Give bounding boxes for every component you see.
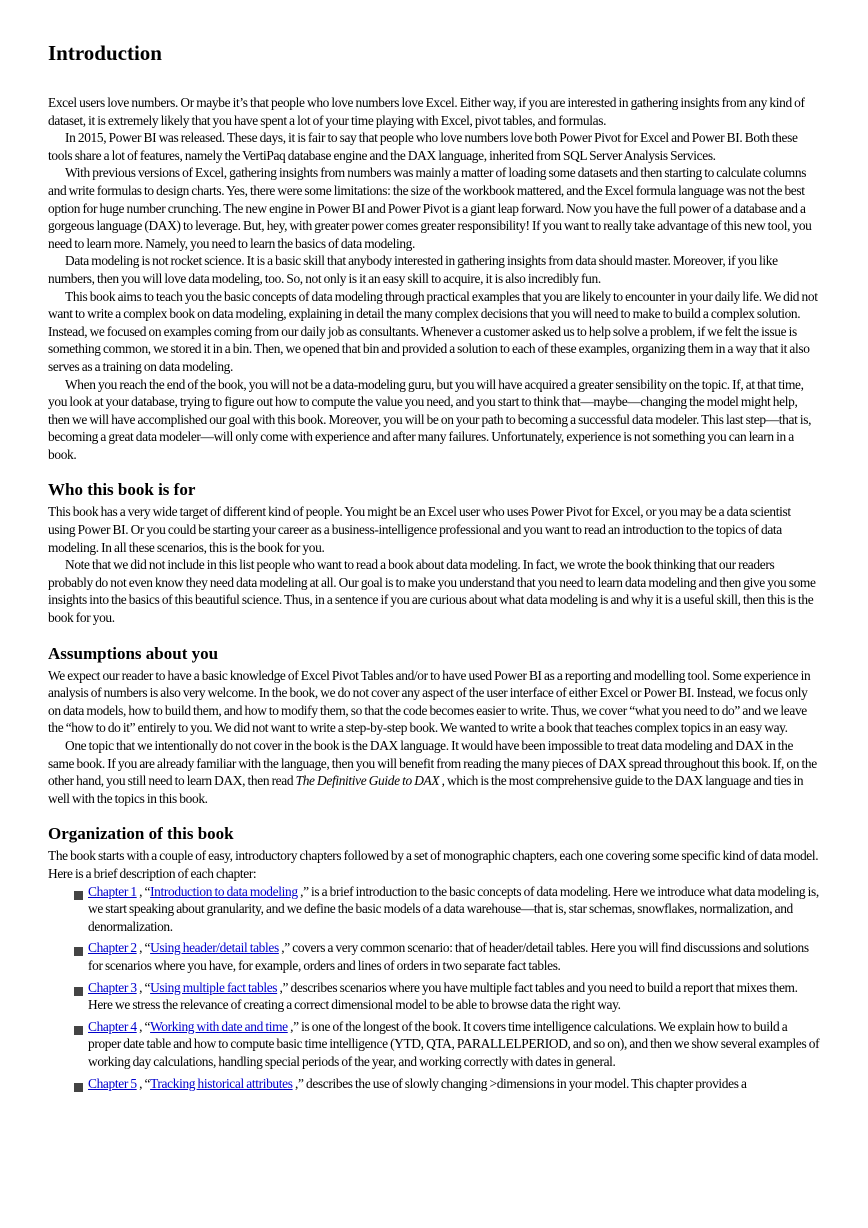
section-heading-organization: Organization of this book	[48, 824, 234, 844]
chapter-description: ,” is one of the longest of the book. It covers time intelligence calculations. We explain how to build a proper date table and how to compute basic time intelligence (YTD, QTA, PARALLELPERIOD, and so on), and then we show several examples of working day calculations, handling special periods of the year, and working correctly with dates in general.	[88, 1018, 820, 1069]
list-item: Chapter 2 , “Using header/detail tables ,” covers a very common scenario: that of header/detail tables. Here you will find discussions and solutions for scenarios where you have, for example, orders and lines of orders in two separate fact tables.	[74, 939, 820, 974]
chapter-description: ,” describes scenarios where you have multiple fact tables and you need to build a report that mixes them. Here we stress the relevance of creating a correct dimensional model to be able to browse data the right way.	[88, 979, 798, 1013]
organization-intro: The book starts with a couple of easy, introductory chapters followed by a set of monographic chapters, each one covering some specific kind of data model. Here is a brief description of each chapter:	[48, 848, 819, 881]
square-bullet-icon	[74, 947, 83, 956]
assumptions-paragraph-1: We expect our reader to have a basic knowledge of Excel Pivot Tables and/or to have used Power BI as a reporting and modelling tool. Some experience in analysis of numbers is also very welcome. In the book, we do not cover any aspect of the user interface of either Excel or Power BI. Instead, we focus only on data models, how to build them, and how to modify them, so that the code becomes easier to write. Thus, we cover “what you need to do” and we leave the “how to do it” entirely to you. We did not want to write a step-by-step book. We wanted to write a book that teaches complex topics in an easy way.	[48, 667, 811, 736]
chapter-description: ,” describes the use of slowly changing >dimensions in your model. This chapter provides a	[292, 1075, 747, 1091]
book-title-reference: The Definitive Guide to DAX	[295, 773, 440, 789]
section-heading-assumptions: Assumptions about you	[48, 643, 219, 663]
intro-paragraph-2: In 2015, Power BI was released. These days, it is fair to say that people who love numbers love both Power Pivot for Excel and Power BI. Both these tools share a lot of features, namely the VertiPaq database engine and the DAX language, inherited from SQL Server Analysis Services.	[48, 130, 798, 163]
chapter-title-link[interactable]: Introduction to data modeling	[150, 883, 298, 899]
who-paragraph-1: This book has a very wide target of different kind of people. You might be an Excel user who uses Power Pivot for Excel, or you may be a data scientist using Power BI. Or you could be starting your career as a business-intelligence professional and you want to read an introduction to the topics of data modeling. In all these scenarios, this is the book for you.	[48, 504, 791, 555]
intro-paragraph-1: Excel users love numbers. Or maybe it’s that people who love numbers love Excel. Either way, if you are interested in gathering insights from any kind of dataset, it is extremely likely that you have spent a lot of your time playing with Excel, pivot tables, and formulas.	[48, 95, 805, 128]
square-bullet-icon	[74, 1083, 83, 1092]
chapter-link[interactable]: Chapter 3	[88, 979, 137, 995]
page-title: Introduction	[48, 41, 162, 65]
square-bullet-icon	[74, 1026, 83, 1035]
chapter-description: ,” is a brief introduction to the basic concepts of data modeling. Here we introduce what data modeling is, we start speaking about granularity, and we define the basic models of a data warehouse—that is, star schemas, snowflakes, normalization, and denormalization.	[88, 883, 819, 934]
assumptions-paragraph-2	[48, 737, 820, 807]
chapter-title-link[interactable]: Using multiple fact tables	[150, 979, 278, 995]
chapter-link[interactable]: Chapter 5	[88, 1075, 137, 1091]
chapter-title-link[interactable]: Tracking historical attributes	[150, 1075, 293, 1091]
square-bullet-icon	[74, 987, 83, 996]
chapter-link[interactable]: Chapter 2	[88, 940, 137, 956]
chapter-title-link[interactable]: Working with date and time	[150, 1018, 288, 1034]
assumptions-text-after: , which is the most comprehensive guide to the DAX language and ties in well with the topics in this book.	[48, 773, 804, 806]
who-paragraph-2: Note that we did not include in this list people who want to read a book about data modeling. In fact, we wrote the book thinking that our readers probably do not even know they need data modeling at all. Our goal is to make you understand that you need to learn data modeling and then give you some insights into the basics of this beautiful science. Thus, in a sentence if you are curious about what data modeling is and why it is a useful skill, then this is the book for you.	[48, 557, 816, 626]
intro-paragraph-6: When you reach the end of the book, you will not be a data-modeling guru, but you will have acquired a greater sensibility on the topic. If, at that time, you look at your database, trying to figure out how to compute the value you need, and you start to think that—maybe—changing the model might help, then we will have accomplished our goal with this book. Moreover, you will be on your path to becoming a successful data modeler. This last step—that is, becoming a great data modeler—will only come with experience and after many failures. Unfortunately, experience is not something you can learn in a book.	[48, 376, 812, 462]
chapter-link[interactable]: Chapter 4	[88, 1018, 137, 1034]
assumptions-text-before: One topic that we intentionally do not cover in the book is the DAX language. It would have been impossible to treat data modeling and DAX in the same book. If you are already familiar with the language, then you will benefit from reading the many pieces of DAX spread throughout this book. If, on the other hand, you still need to learn DAX, then read	[48, 738, 817, 789]
list-item: Chapter 4 , “Working with date and time ,” is one of the longest of the book. It covers time intelligence calculations. We explain how to build a proper date table and how to compute basic time intelligence (YTD, QTA, PARALLELPERIOD, and so on), and then we show several examples of working day calculations, handling special periods of the year, and working correctly with dates in general.	[74, 1018, 820, 1071]
chapter-link[interactable]: Chapter 1	[88, 883, 137, 899]
section-heading-who: Who this book is for	[48, 480, 196, 500]
list-item: Chapter 1 , “Introduction to data modeling ,” is a brief introduction to the basic concepts of data modeling. Here we introduce what data modeling is, we start speaking about granularity, and we define the basic models of a data warehouse—that is, star schemas, snowflakes, normalization, and denormalization.	[74, 883, 820, 936]
intro-paragraph-3: With previous versions of Excel, gathering insights from numbers was mainly a matter of loading some datasets and then starting to calculate columns and write formulas to design charts. Yes, there were some limitations: the size of the workbook mattered, and the Excel formula language was not the best option for huge number crunching. The new engine in Power BI and Power Pivot is a giant leap forward. Now you have the full power of a database and a gorgeous language (DAX) to leverage. But, hey, with greater power comes greater responsibility! If you want to really take advantage of this new tool, you need to learn more. Namely, you need to learn the basics of data modeling.	[48, 165, 812, 251]
chapter-list	[48, 883, 820, 1093]
chapter-description: ,” covers a very common scenario: that of header/detail tables. Here you will find discussions and solutions for scenarios where you have, for example, orders and lines of orders in two separate fact tables.	[88, 940, 809, 973]
list-item: Chapter 5 , “Tracking historical attributes ,” describes the use of slowly changing >dimensions in your model. This chapter provides a	[74, 1075, 820, 1093]
intro-paragraph-4: Data modeling is not rocket science. It is a basic skill that anybody interested in gathering insights from data should master. Moreover, if you like numbers, then you will love data modeling, too. So, not only is it an easy skill to acquire, it is also incredibly fun.	[48, 253, 778, 286]
list-item: Chapter 3 , “Using multiple fact tables ,” describes scenarios where you have multiple fact tables and you need to build a report that mixes them. Here we stress the relevance of creating a correct dimensional model to be able to browse data the right way.	[74, 979, 820, 1014]
square-bullet-icon	[74, 891, 83, 900]
intro-paragraph-5: This book aims to teach you the basic concepts of data modeling through practical examples that you are likely to encounter in your daily life. We did not want to write a complex book on data modeling, explaining in detail the many complex decisions that you will need to make to build a complex solution. Instead, we focused on examples coming from our daily job as consultants. Whenever a customer asked us to help solve a problem, if we felt the issue is something common, we stored it in a bin. Then, we opened that bin and provided a solution to each of these examples, organizing them in a way that it also serves as a training on data modeling.	[48, 288, 818, 374]
chapter-title-link[interactable]: Using header/detail tables	[150, 940, 279, 956]
